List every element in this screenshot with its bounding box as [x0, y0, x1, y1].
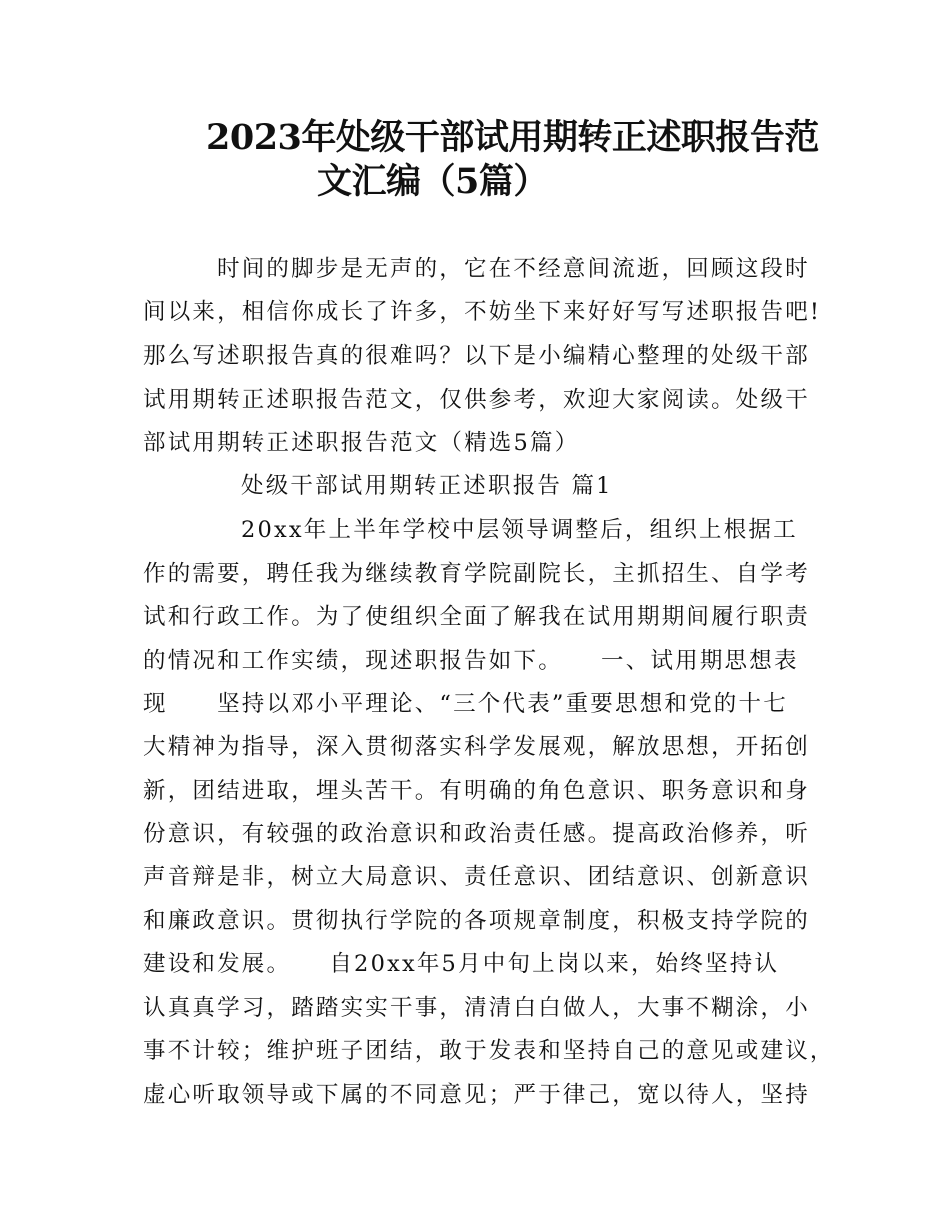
section-heading: 处级干部试用期转正述职报告 篇1 [241, 473, 613, 499]
paragraph-line: 大精神为指导，深入贯彻落实科学发展观，解放思想，开拓创 [143, 734, 810, 760]
paragraph-line: 和廉政意识。贯彻执行学院的各项规章制度，积极支持学院的 [143, 908, 810, 934]
paragraph-line: 20xx年上半年学校中层领导调整后，组织上根据工 [241, 517, 798, 543]
paragraph-line: 作的需要，聘任我为继续教育学院副院长，主抓招生、自学考 [143, 561, 810, 587]
paragraph-line: 部试用期转正述职报告范文（精选5篇） [143, 430, 580, 456]
paragraph-line: 试用期转正述职报告范文，仅供参考，欢迎大家阅读。处级干 [143, 387, 810, 413]
paragraph-line: 份意识，有较强的政治意识和政治责任感。提高政治修养，听 [143, 821, 810, 847]
paragraph-line: 时间的脚步是无声的，它在不经意间流逝，回顾这段时 [217, 256, 810, 282]
paragraph-line: 事不计较；维护班子团结，敢于发表和坚持自己的意见或建议， [143, 1038, 835, 1064]
paragraph-line: 虚心听取领导或下属的不同意见；严于律己，宽以待人，坚持 [143, 1082, 810, 1108]
paragraph-line: 间以来，相信你成长了许多，不妨坐下来好好写写述职报告吧! [143, 299, 822, 325]
document-title-line-2: 文汇编（5篇） [317, 161, 548, 202]
paragraph-line: 那么写述职报告真的很难吗？以下是小编精心整理的处级干部 [143, 343, 810, 369]
paragraph-line: 新，团结进取，埋头苦干。有明确的角色意识、职务意识和身 [143, 778, 810, 804]
paragraph-line: 的情况和工作实绩，现述职报告如下。 一、试用期思想表 [143, 648, 799, 674]
paragraph-line: 现 坚持以邓小平理论、“三个代表”重要思想和党的十七 [143, 691, 788, 717]
paragraph-line: 建设和发展。 自20xx年5月中旬上岗以来，始终坚持认 [143, 951, 780, 977]
paragraph-line: 试和行政工作。为了使组织全面了解我在试用期期间履行职责 [143, 604, 810, 630]
document-title-line-1: 2023年处级干部试用期转正述职报告范 [206, 117, 819, 158]
paragraph-line: 声音辩是非，树立大局意识、责任意识、团结意识、创新意识 [143, 864, 810, 890]
paragraph-line: 认真真学习，踏踏实实干事，清清白白做人，大事不糊涂，小 [143, 995, 810, 1021]
